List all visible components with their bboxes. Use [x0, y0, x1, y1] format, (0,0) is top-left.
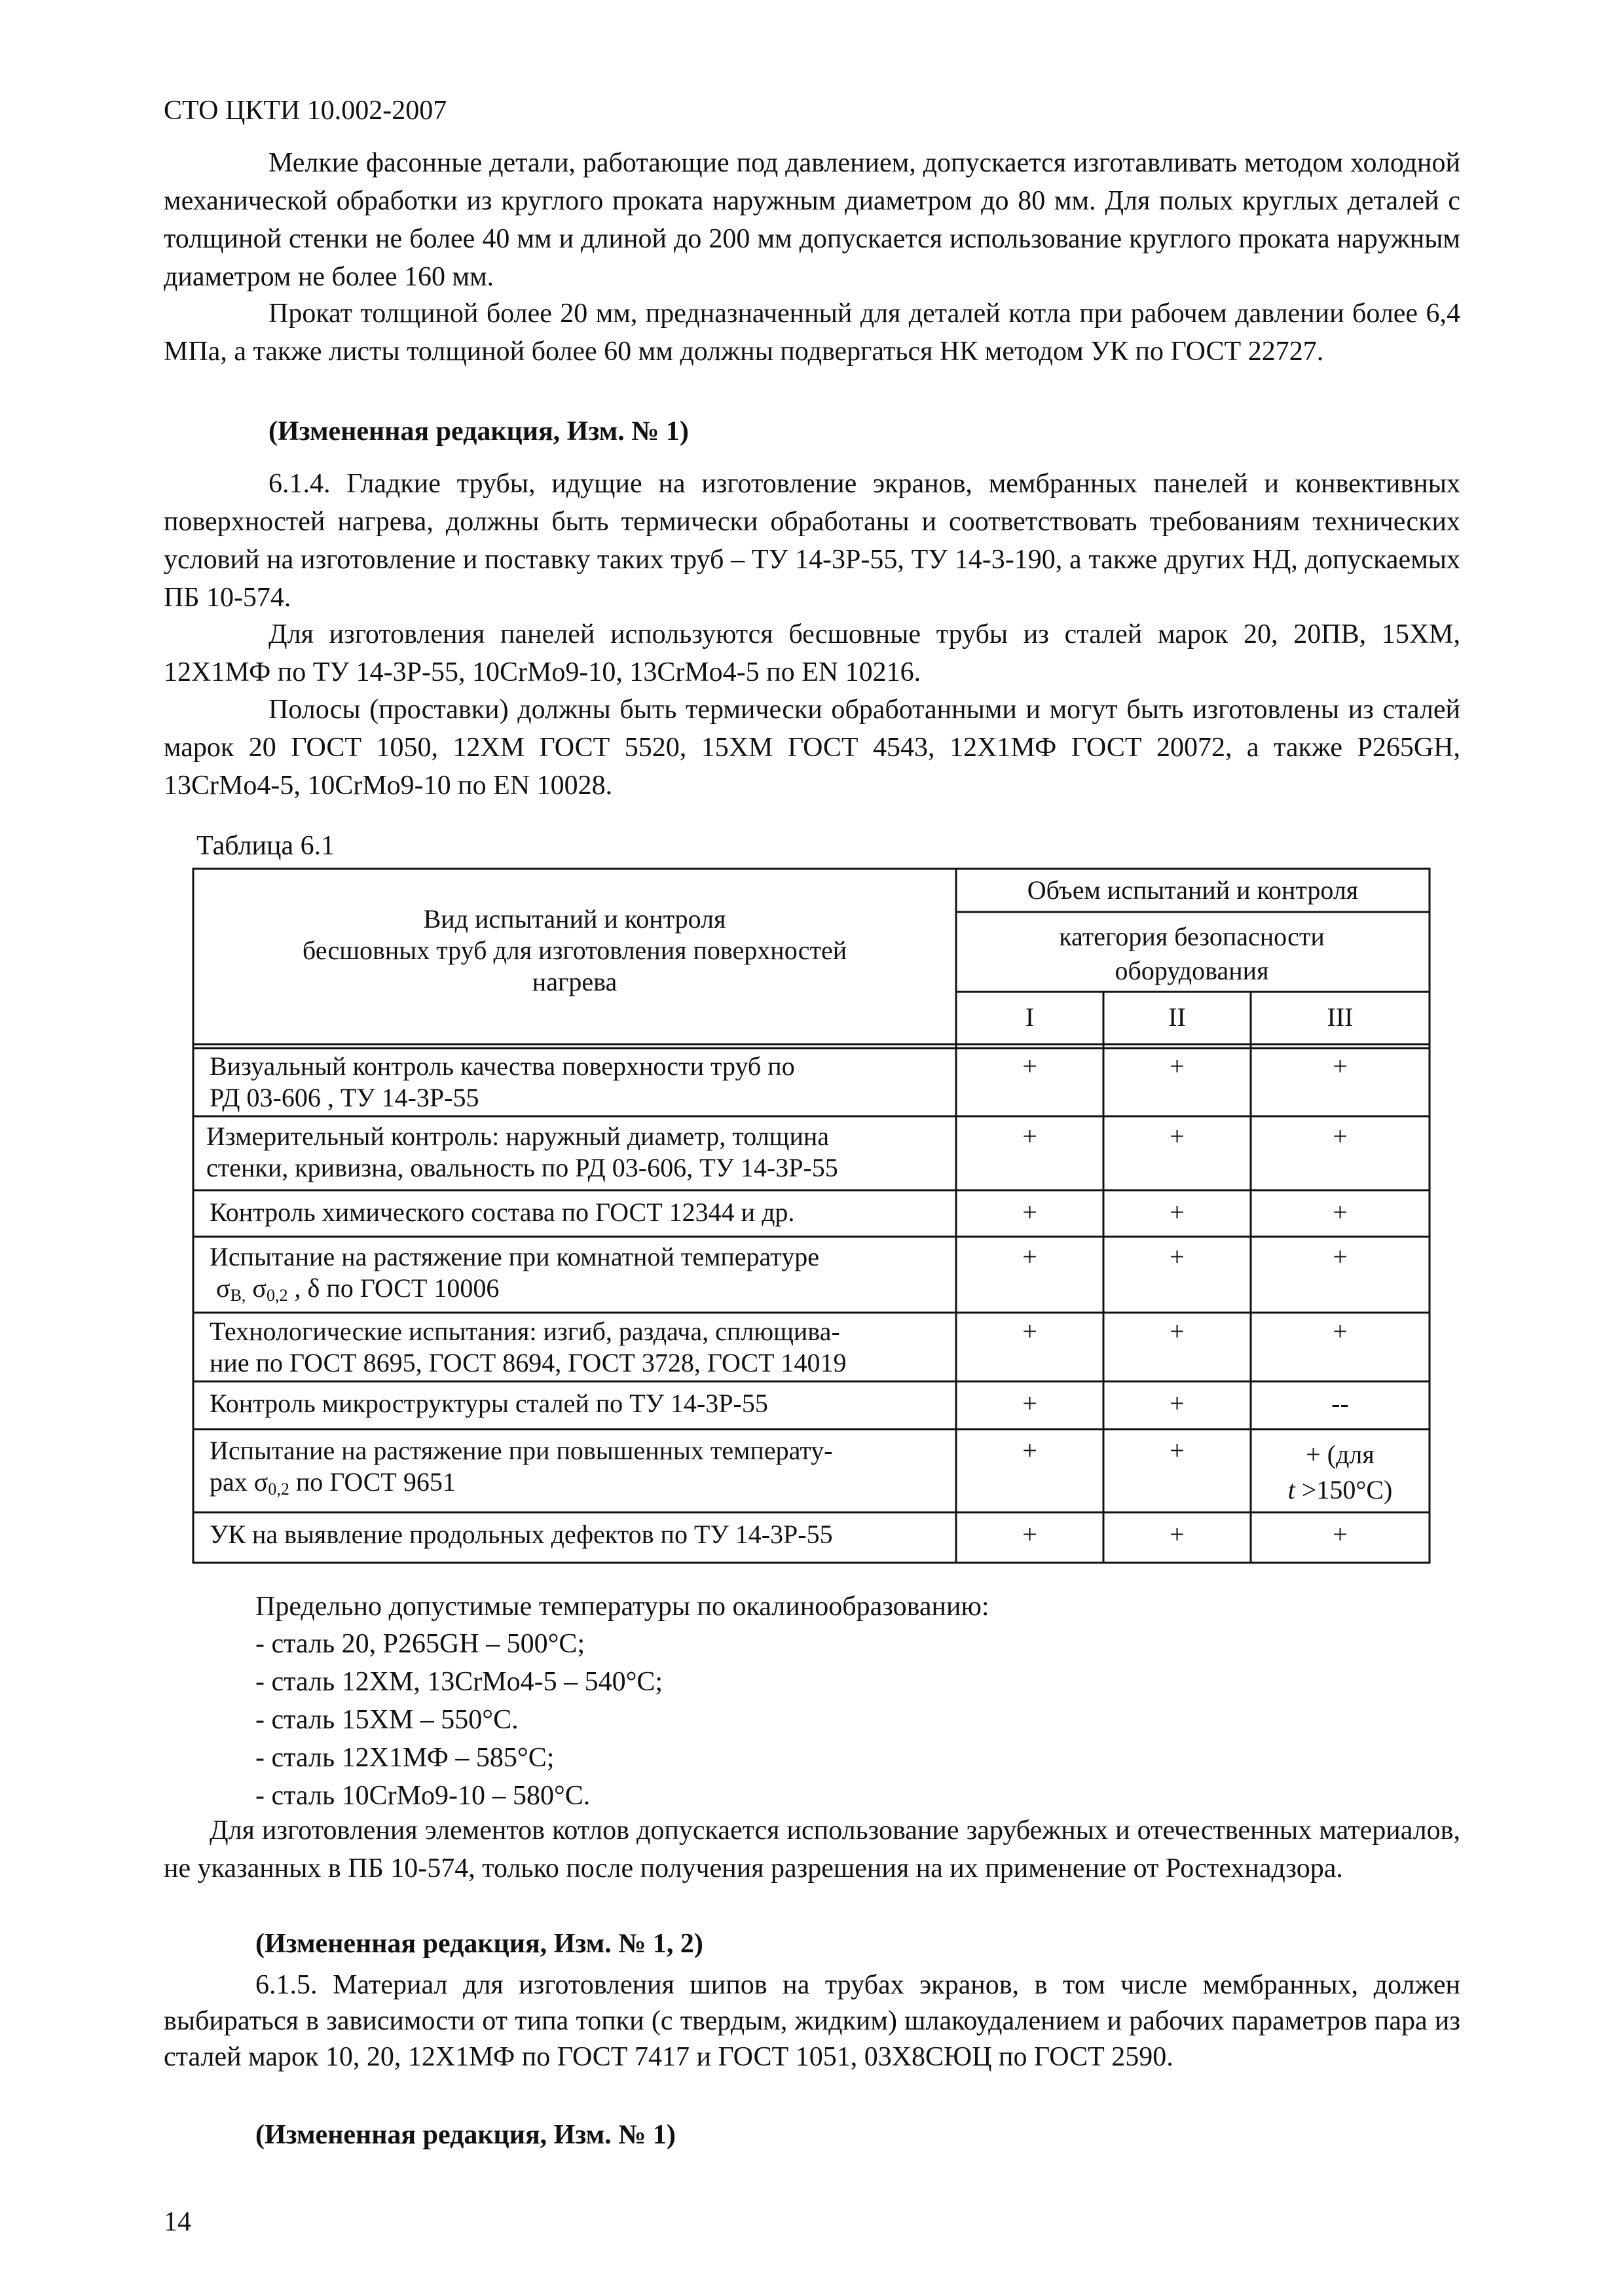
- row-text: РД 03-606 , ТУ 14-3Р-55: [210, 1083, 479, 1112]
- table-cell: +: [1333, 1197, 1348, 1227]
- table-header-test-type: [196, 903, 953, 998]
- table-cell: +: [1022, 1317, 1037, 1346]
- list-item: - сталь 15ХМ – 550°С.: [255, 1705, 519, 1735]
- table-cell: +: [1333, 1051, 1348, 1081]
- sigma-02: σ: [246, 1273, 267, 1303]
- table-header-category: категория безопасности оборудования: [1059, 922, 1325, 985]
- table-cell: +: [1022, 1520, 1037, 1549]
- paragraph-6-1-4: 6.1.4. Гладкие трубы, идущие на изготовление экранов, мембранных панелей и конвективных поверхностей нагрева, должны быть термически обработаны и соответствовать требованиям технических условий на изготовление и поставку таких труб – ТУ 14-3Р-55, ТУ 14-3-190, а также других НД, допускаемых ПБ 10-574.: [164, 469, 1460, 613]
- table-row: [210, 1316, 943, 1379]
- table-cell: +: [1333, 1121, 1348, 1151]
- table-row: [206, 1121, 950, 1184]
- table-row: [210, 1388, 943, 1419]
- table-cell: +: [1170, 1051, 1185, 1081]
- row-text: Контроль микроструктуры сталей по ТУ 14-3Р-55: [210, 1389, 768, 1418]
- table-cell: +: [1170, 1520, 1185, 1549]
- sigma-b: σ: [216, 1273, 231, 1303]
- formula-post: по ГОСТ 9651: [289, 1467, 456, 1497]
- list-item: - сталь 12Х1МФ – 585°С;: [255, 1743, 555, 1773]
- table-cell: +: [1333, 1520, 1348, 1549]
- amendment-note-2: (Измененная редакция, Изм. № 1, 2): [255, 1929, 703, 1959]
- table-cell: +: [1022, 1051, 1037, 1081]
- formula-pre: рах σ: [210, 1467, 268, 1497]
- amendment-note-1: (Измененная редакция, Изм. № 1): [268, 416, 689, 446]
- table-row: [210, 1051, 943, 1114]
- table-cell: +: [1333, 1317, 1348, 1346]
- paragraph-strips: Полосы (проставки) должны быть термически обработанными и могут быть изготовлены из сталей марок 20 ГОСТ 1050, 12ХМ ГОСТ 5520, 15ХМ ГОСТ 4543, 12Х1МФ ГОСТ 20072, а также P265GH, 13CrMo4-5, 10CrMo9-10 по EN 10028.: [164, 695, 1460, 801]
- list-item: - сталь 12ХМ, 13CrMo4-5 – 540°С;: [255, 1667, 663, 1697]
- table-cell: --: [1331, 1389, 1349, 1418]
- paragraph-foreign-materials: Для изготовления элементов котлов допускается использование зарубежных и отечественных материалов, не указанных в ПБ 10-574, только после получения разрешения на их применение от Ростехнадзора.: [164, 1815, 1460, 1884]
- temperature-list: [255, 1625, 663, 1815]
- formula-tail: , δ по ГОСТ 10006: [287, 1273, 500, 1303]
- sigma-02-sub: 0,2: [268, 1480, 289, 1499]
- row-text: Измерительный контроль: наружный диаметр, толщина: [206, 1121, 830, 1151]
- list-item: - сталь 10CrMo9-10 – 580°С.: [255, 1781, 591, 1811]
- table-header-cat-2: II: [1168, 1002, 1186, 1032]
- table-row: [210, 1519, 943, 1550]
- row-text-formula: [210, 1273, 943, 1311]
- table-header-line-2: бесшовных труб для изготовления поверхностей: [302, 936, 847, 965]
- temperatures-intro: Предельно допустимые температуры по окалинообразованию:: [255, 1592, 989, 1622]
- table-caption: Таблица 6.1: [196, 831, 335, 861]
- row-text: Контроль химического состава по ГОСТ 12344 и др.: [210, 1197, 795, 1227]
- paragraph-panel-tubes: Для изготовления панелей используются бесшовные трубы из сталей марок 20, 20ПВ, 15ХМ, 12Х1МФ по ТУ 14-3Р-55, 10CrMo9-10, 13CrMo4-5 по EN 10216.: [164, 619, 1460, 687]
- table-cell: +: [1022, 1197, 1037, 1227]
- table-cell: +: [1333, 1242, 1348, 1271]
- cell-line: + (для: [1306, 1440, 1375, 1469]
- table-header-cat-3: III: [1327, 1002, 1354, 1032]
- paragraph-rolled-stock: Прокат толщиной более 20 мм, предназначенный для деталей котла при рабочем давлении более 6,4 МПа, а также листы толщиной более 60 мм должны подвергаться НК методом УК по ГОСТ 22727.: [164, 299, 1460, 367]
- table-header-line-1: Вид испытаний и контроля: [423, 904, 726, 934]
- table-cell: +: [1170, 1317, 1185, 1346]
- paragraph-small-parts: Мелкие фасонные детали, работающие под давлением, допускается изготавливать методом холодной механической обработки из круглого проката наружным диаметром до 80 мм. Для полых круглых деталей с толщиной стенки не более 40 мм и длиной до 200 мм допускается использование круглого проката наружным диаметром не более 160 мм.: [164, 148, 1460, 292]
- paragraph-6-1-5: 6.1.5. Материал для изготовления шипов на трубах экранов, в том числе мембранных, должен выбираться в зависимости от типа топки (с твердым, жидким) шлакоудалением и рабочих параметров пара из сталей марок 10, 20, 12Х1МФ по ГОСТ 7417 и ГОСТ 1051, 03Х8СЮЦ по ГОСТ 2590.: [164, 1970, 1460, 2072]
- table-cell: +: [1170, 1197, 1185, 1227]
- sigma-b-sub: В,: [230, 1286, 246, 1305]
- row-text: Технологические испытания: изгиб, раздача, сплющива-: [210, 1317, 840, 1346]
- table-cell: +: [1022, 1121, 1037, 1151]
- row-text: УК на выявление продольных дефектов по ТУ 14-3Р-55: [210, 1520, 833, 1549]
- table-cell: +: [1170, 1436, 1185, 1465]
- table-cell: +: [1022, 1389, 1037, 1418]
- row-text: стенки, кривизна, овальность по РД 03-606, ТУ 14-3Р-55: [206, 1153, 838, 1182]
- table-cell: +: [1022, 1242, 1037, 1271]
- table-row: [210, 1197, 943, 1228]
- document-header: СТО ЦКТИ 10.002-2007: [164, 96, 447, 126]
- temperature-symbol: t: [1287, 1475, 1295, 1504]
- table-cell: [1254, 1437, 1426, 1508]
- table-cell: +: [1170, 1389, 1185, 1418]
- row-text-formula: [210, 1467, 943, 1505]
- table-cell: +: [1170, 1242, 1185, 1271]
- list-item: - сталь 20, P265GH – 500°С;: [255, 1629, 585, 1659]
- table-header-scope: Объем испытаний и контроля: [1027, 875, 1359, 905]
- table-header-cat-1: I: [1025, 1002, 1035, 1032]
- table-header-line-3: нагрева: [532, 967, 618, 996]
- row-text: Визуальный контроль качества поверхности труб по: [210, 1051, 795, 1081]
- sigma-02-sub: 0,2: [266, 1286, 288, 1305]
- row-text: Испытание на растяжение при комнатной температуре: [210, 1242, 819, 1271]
- table-cell: +: [1022, 1436, 1037, 1465]
- cell-line: [1254, 1472, 1426, 1508]
- table-cell: +: [1170, 1121, 1185, 1151]
- page-number: 14: [164, 2207, 191, 2237]
- temperature-condition: >150°С): [1295, 1475, 1393, 1504]
- row-text: ние по ГОСТ 8695, ГОСТ 8694, ГОСТ 3728, ГОСТ 14019: [210, 1348, 847, 1377]
- table-row: [210, 1435, 943, 1505]
- table-row: [210, 1241, 943, 1311]
- amendment-note-3: (Измененная редакция, Изм. № 1): [255, 2120, 676, 2150]
- row-text: Испытание на растяжение при повышенных температу-: [210, 1436, 833, 1465]
